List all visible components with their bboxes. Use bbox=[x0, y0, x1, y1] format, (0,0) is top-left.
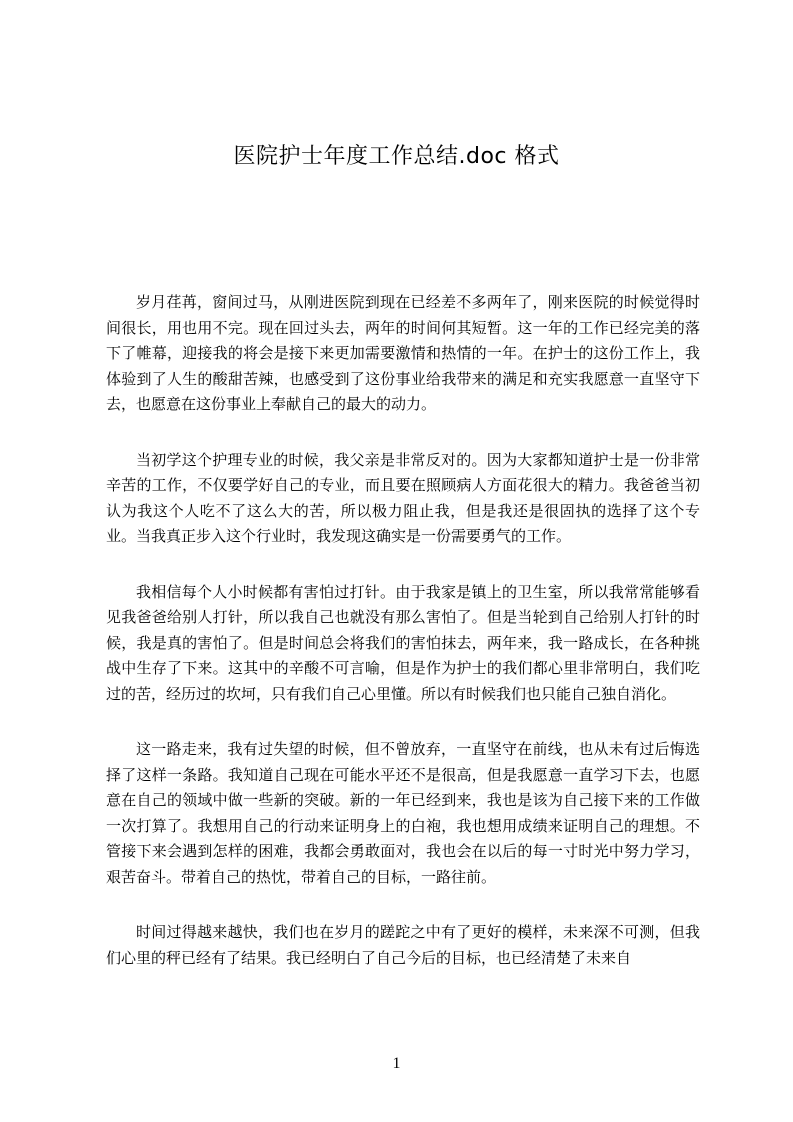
paragraph-4: 这一路走来，我有过失望的时候，但不曾放弃，一直坚守在前线，也从未有过后悔选择了这样一条路。我知道自己现在可能水平还不是很高，但是我愿意一直学习下去，也愿意在自己的领域中做一些新的突破。新的一年已经到来，我也是该为自己接下来的工作做一次打算了。我想用自己的行动来证明身上的白袍，我也想用成绩来证明自己的理想。不管接下来会遇到怎样的困难，我都会勇敢面对，我也会在以后的每一寸时光中努力学习，艰苦奋斗。带着自己的热忱，带着自己的目标，一路往前。 bbox=[106, 740, 700, 886]
paragraph-3: 我相信每个人小时候都有害怕过打针。由于我家是镇上的卫生室，所以我常常能够看见我爸爸给别人打针，所以我自己也就没有那么害怕了。但是当轮到自己给别人打针的时候，我是真的害怕了。但是时间总会将我们的害怕抹去，两年来，我一路成长，在各种挑战中生存了下来。这其中的辛酸不可言喻，但是作为护士的我们都心里非常明白，我们吃过的苦，经历过的坎坷，只有我们自己心里懂。所以有时候我们也只能自己独自消化。 bbox=[106, 582, 700, 703]
page-number: 1 bbox=[392, 1055, 401, 1072]
paragraph-5: 时间过得越来越快，我们也在岁月的蹉跎之中有了更好的模样，未来深不可测，但我们心里的秤已经有了结果。我已经明白了自己今后的目标，也已经清楚了未来自 bbox=[106, 923, 700, 967]
paragraph-2: 当初学这个护理专业的时候，我父亲是非常反对的。因为大家都知道护士是一份非常辛苦的工作，不仅要学好自己的专业，而且要在照顾病人方面花很大的精力。我爸爸当初认为我这个人吃不了这么大的苦，所以极力阻止我，但是我还是很固执的选择了这个专业。当我真正步入这个行业时，我发现这确实是一份需要勇气的工作。 bbox=[106, 450, 700, 545]
paragraph-1: 岁月荏苒，窗间过马，从刚进医院到现在已经差不多两年了，刚来医院的时候觉得时间很长，用也用不完。现在回过头去，两年的时间何其短暂。这一年的工作已经完美的落下了帷幕，迎接我的将会是接下来更加需要激情和热情的一年。在护士的这份工作上，我体验到了人生的酸甜苦辣，也感受到了这份事业给我带来的满足和充实我愿意一直坚守下去，也愿意在这份事业上奉献自己的最大的动力。 bbox=[106, 293, 700, 413]
document-title: 医院护士年度工作总结.doc 格式 bbox=[233, 144, 560, 169]
document-body bbox=[106, 290, 700, 1001]
